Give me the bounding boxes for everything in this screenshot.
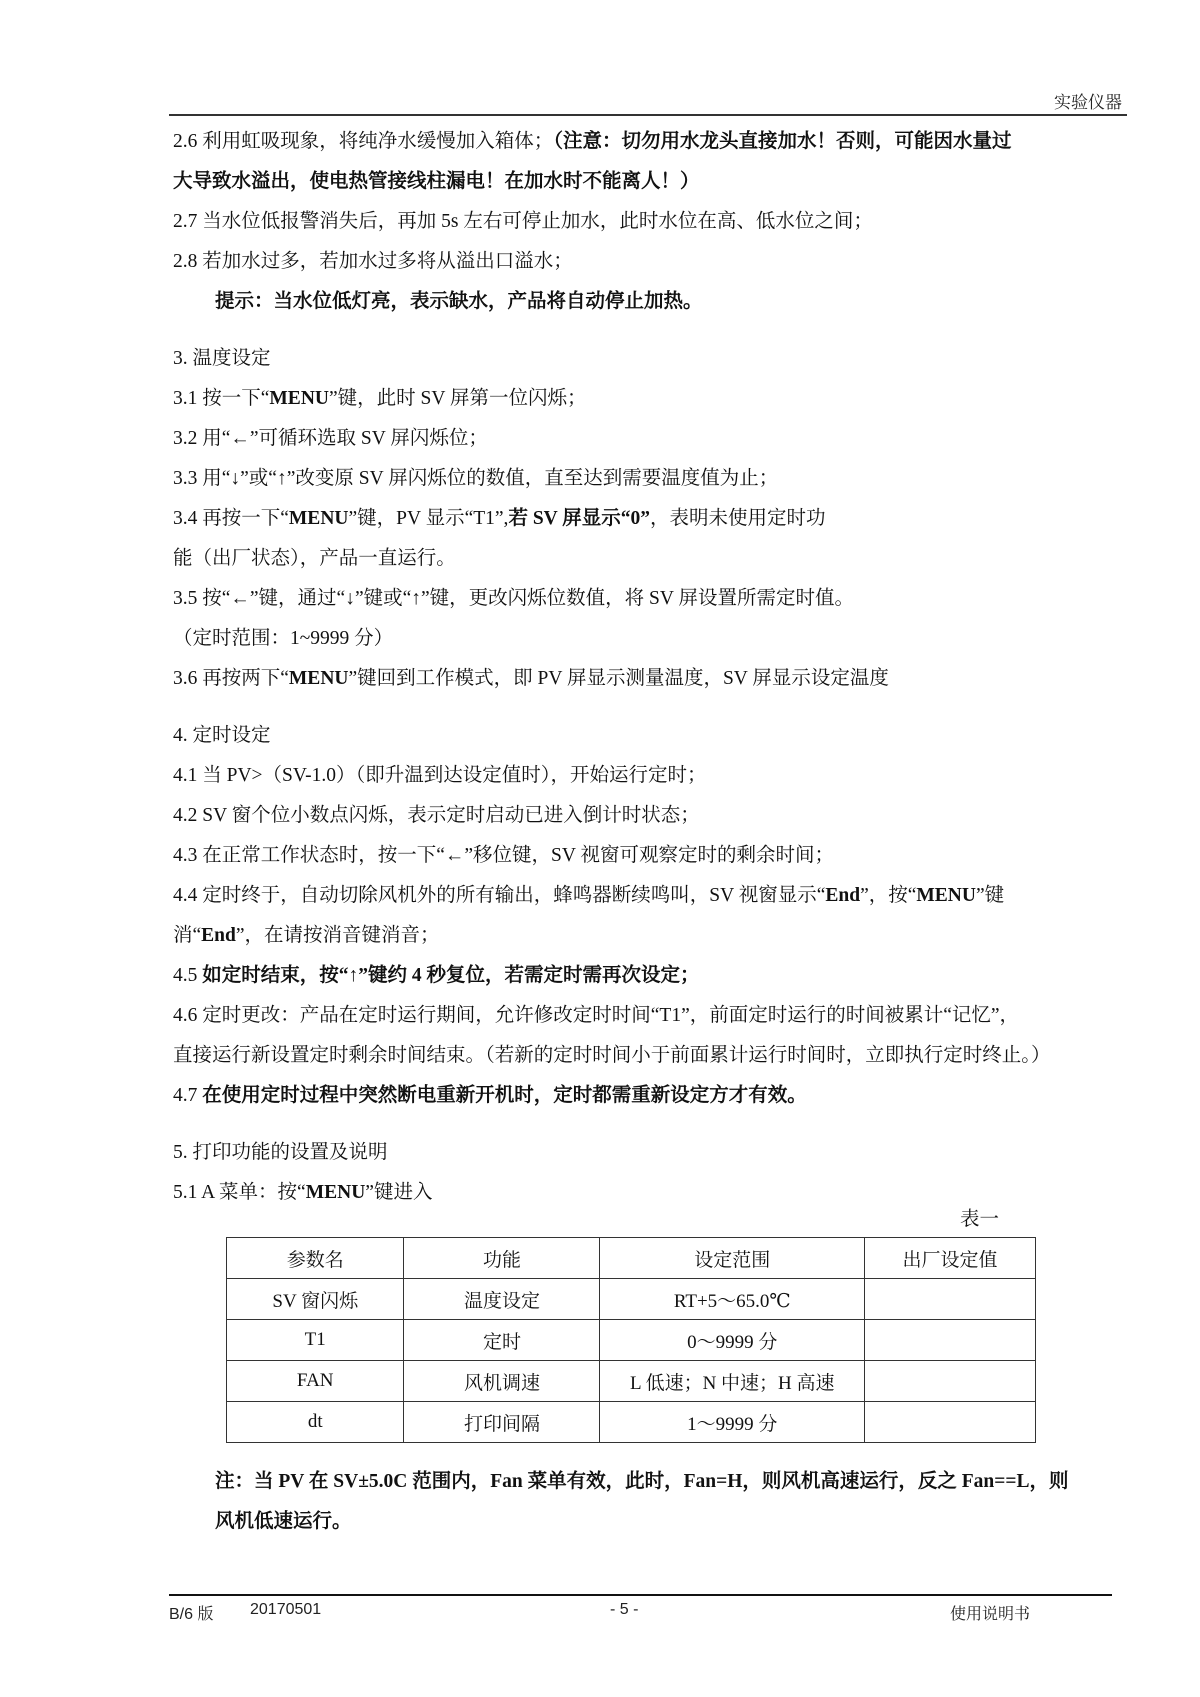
document-body: [173, 122, 1128, 1213]
bold-text: End: [825, 885, 861, 906]
table-cell: [865, 1402, 1036, 1443]
footer-divider: [169, 1594, 1112, 1596]
paragraph-line: [173, 956, 1128, 996]
bold-text: ←: [230, 588, 250, 609]
paragraph-line: [173, 1036, 1128, 1076]
paragraph-line: [173, 756, 1128, 796]
text: 能（出厂状态），产品一直运行。: [173, 548, 456, 569]
paragraph-line: [173, 282, 1128, 322]
table-cell: dt: [227, 1402, 404, 1443]
bold-text: （注意：切勿用水龙头直接加水！否则，可能因水量过: [553, 131, 1012, 152]
table-cell: [865, 1361, 1036, 1402]
table-cell: L 低速；N 中速；H 高速: [600, 1361, 865, 1402]
table-row: [227, 1279, 1036, 1320]
table-cell: 打印间隔: [404, 1402, 600, 1443]
paragraph-line: [173, 539, 1128, 579]
table-cell: 1～9999 分: [600, 1402, 865, 1443]
text: ”键进入: [365, 1182, 433, 1203]
note-line: 风机低速运行。: [215, 1511, 352, 1532]
table-cell: 出厂设定值: [865, 1238, 1036, 1279]
table-cell: SV 窗闪烁: [227, 1279, 404, 1320]
text: 4.2 SV 窗个位小数点闪烁，表示定时启动已进入倒计时状态；: [173, 805, 700, 826]
text: 4.1 当 PV>（SV-1.0）（即升温到达设定值时），开始运行定时；: [173, 765, 707, 786]
text: ”移位键，SV 视窗可观察定时的剩余时间；: [464, 845, 835, 866]
table-cell: 风机调速: [404, 1361, 600, 1402]
paragraph-line: [173, 996, 1128, 1036]
paragraph-line: [173, 379, 1128, 419]
text: 消“: [173, 925, 202, 946]
table-caption: 表一: [960, 1209, 1000, 1230]
table-cell: 温度设定: [404, 1279, 600, 1320]
text: 3.6 再按两下“: [173, 668, 289, 689]
bold-text: 大导致水溢出，使电热管接线柱漏电！在加水时不能离人！）: [173, 171, 700, 192]
table-row: [227, 1361, 1036, 1402]
paragraph-line: [173, 1076, 1128, 1116]
bold-text: MENU: [916, 885, 976, 906]
text: ，表明未使用定时功: [650, 508, 826, 529]
table-header-row: [227, 1238, 1036, 1279]
table-cell: T1: [227, 1320, 404, 1361]
table-cell: [865, 1320, 1036, 1361]
text: ”可循环选取 SV 屏闪烁位；: [249, 428, 488, 449]
text: （定时范围：1~9999 分）: [173, 628, 394, 649]
text: 4.5: [173, 965, 203, 986]
bold-text: MENU: [288, 668, 349, 689]
text: 4.7: [173, 1085, 203, 1106]
text: ”，按“: [860, 885, 917, 906]
paragraph-line: [173, 876, 1128, 916]
text: ”键，此时 SV 屏第一位闪烁；: [328, 388, 587, 409]
text: 4.4 定时终于，自动切除风机外的所有输出，蜂鸣器断续鸣叫，SV 视窗显示“: [173, 885, 826, 906]
bold-text: 若 SV 屏显示“0”: [508, 508, 651, 529]
table-cell: 设定范围: [600, 1238, 865, 1279]
text: 2.8 若加水过多，若加水过多将从溢出口溢水；: [173, 251, 573, 272]
text: ”键，PV 显示“T1”,: [348, 508, 509, 529]
parameter-table: [226, 1237, 1036, 1443]
paragraph-line: [173, 836, 1128, 876]
text: 直接运行新设置定时剩余时间结束。（若新的定时时间小于前面累计运行时间时，立即执行定时终止。）: [173, 1045, 1051, 1066]
text: 2.6 利用虹吸现象，将纯净水缓慢加入箱体；: [173, 131, 554, 152]
paragraph-line: [173, 162, 1128, 202]
footer-date: 20170501: [250, 1601, 322, 1618]
header-divider: [169, 114, 1127, 116]
text: ”键，通过“↓”键或“↑”键，更改闪烁位数值，将 SV 屏设置所需定时值。: [249, 588, 855, 609]
paragraph-line: [173, 499, 1128, 539]
bold-text: ←: [230, 428, 250, 449]
text: 3.2 用“: [173, 428, 231, 449]
paragraph-line: [173, 242, 1128, 282]
paragraph-line: [173, 659, 1128, 699]
table-cell: 0～9999 分: [600, 1320, 865, 1361]
table-cell: 功能: [404, 1238, 600, 1279]
bold-text: MENU: [269, 388, 329, 409]
section-heading: [173, 716, 1128, 756]
bold-text: 如定时结束，按“↑”键约 4 秒复位，若需定时需再次设定；: [202, 965, 700, 986]
paragraph-line: [173, 202, 1128, 242]
table-cell: 参数名: [227, 1238, 404, 1279]
text: ”键回到工作模式，即 PV 屏显示测量温度，SV 屏显示设定温度: [348, 668, 889, 689]
bold-text: 在使用定时过程中突然断电重新开机时，定时都需重新设定方才有效。: [202, 1085, 807, 1106]
paragraph-line: [173, 459, 1128, 499]
bold-text: MENU: [288, 508, 349, 529]
header-title: 实验仪器: [1054, 93, 1122, 112]
bold-text: End: [201, 925, 236, 946]
table-row: [227, 1402, 1036, 1443]
paragraph-line: [173, 419, 1128, 459]
text: ”，在请按消音键消音；: [235, 925, 440, 946]
table-cell: [865, 1279, 1036, 1320]
paragraph-line: [173, 579, 1128, 619]
text: 5. 打印功能的设置及说明: [173, 1142, 388, 1163]
table-row: [227, 1320, 1036, 1361]
text: 3.3 用“↓”或“↑”改变原 SV 屏闪烁位的数值，直至达到需要温度值为止；: [173, 468, 779, 489]
page-number: - 5 -: [610, 1601, 639, 1618]
bold-text: ←: [444, 845, 465, 866]
text: 2.7 当水位低报警消失后，再加 5s 左右可停止加水，此时水位在高、低水位之间；: [173, 211, 873, 232]
text: 3. 温度设定: [173, 348, 271, 369]
footer-doc-title: 使用说明书: [950, 1606, 1031, 1623]
text: 3.5 按“: [173, 588, 231, 609]
text: 4.3 在正常工作状态时，按一下“: [173, 845, 445, 866]
footer-version: B/6 版: [169, 1606, 214, 1623]
table-note: [215, 1462, 1135, 1542]
text: ”键: [975, 885, 1005, 906]
paragraph-line: [173, 619, 1128, 659]
section-heading: [173, 339, 1128, 379]
table-cell: FAN: [227, 1361, 404, 1402]
paragraph-line: [173, 122, 1128, 162]
text: 4. 定时设定: [173, 725, 271, 746]
text: 3.1 按一下“: [173, 388, 270, 409]
note-line: 注：当 PV 在 SV±5.0C 范围内，Fan 菜单有效，此时，Fan=H，则风机高速运行，反之 Fan==L，则: [215, 1471, 1069, 1492]
paragraph-line: [173, 916, 1128, 956]
text: 5.1 A 菜单：按“: [173, 1182, 306, 1203]
bold-text: 提示：当水位低灯亮，表示缺水，产品将自动停止加热。: [215, 291, 703, 312]
paragraph-line: [173, 796, 1128, 836]
bold-text: MENU: [305, 1182, 366, 1203]
table-cell: 定时: [404, 1320, 600, 1361]
text: 4.6 定时更改：产品在定时运行期间，允许修改定时时间“T1”，前面定时运行的时间被累计“记忆”，: [173, 1005, 1020, 1026]
table-cell: RT+5～65.0℃: [600, 1279, 865, 1320]
section-heading: [173, 1133, 1128, 1173]
text: 3.4 再按一下“: [173, 508, 289, 529]
